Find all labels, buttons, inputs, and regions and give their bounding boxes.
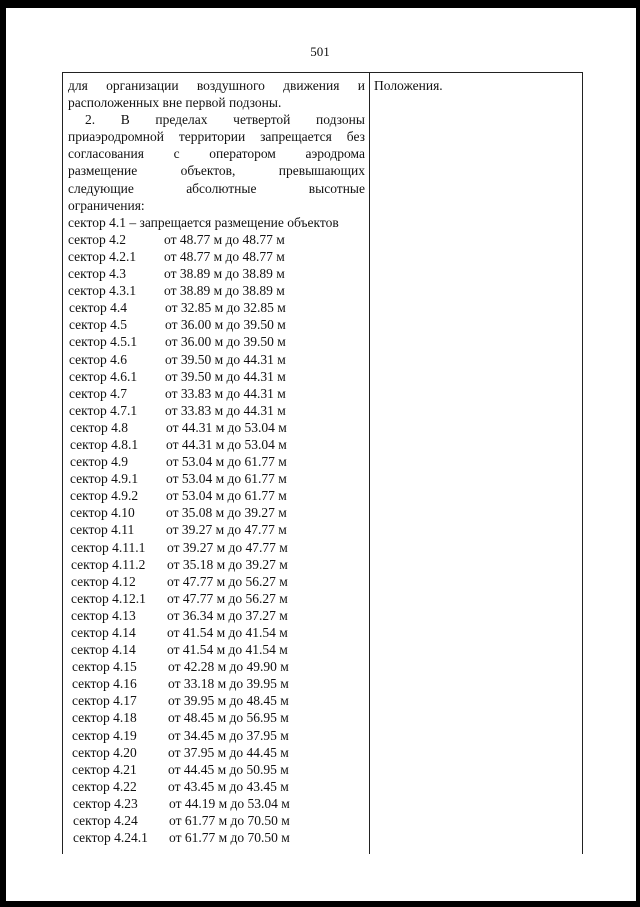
sector-name: сектор 4.9.2 <box>70 488 139 504</box>
sector-name: сектор 4.12.1 <box>71 590 146 606</box>
word: воздушного <box>196 78 265 93</box>
sector-name: сектор 4.3.1 <box>68 283 137 299</box>
word: 2. <box>85 112 96 128</box>
sector-row <box>68 641 365 658</box>
sector-height-range: от 38.89 м до 38.89 м <box>164 283 285 299</box>
sector-row <box>68 709 365 726</box>
sector-row <box>68 624 365 641</box>
sector-row <box>68 231 365 248</box>
sector-height-range: от 53.04 м до 61.77 м <box>166 471 287 487</box>
right-column <box>374 77 574 94</box>
word: организации <box>106 78 179 93</box>
left-column <box>68 77 365 846</box>
sector-name: сектор 4.7.1 <box>69 402 138 418</box>
sector-name: сектор 4.20 <box>72 744 137 760</box>
sector-height-range: от 39.50 м до 44.31 м <box>165 368 286 384</box>
sector-height-range: от 33.83 м до 44.31 м <box>165 385 286 401</box>
sector-height-range: от 35.18 м до 39.27 м <box>167 556 288 572</box>
paragraph-line <box>68 180 365 197</box>
word: размещение <box>68 163 138 179</box>
word: следующие <box>68 180 134 196</box>
sector-height-range: от 41.54 м до 41.54 м <box>167 625 288 640</box>
word: для <box>68 78 88 93</box>
sector-name: сектор 4.6 <box>69 351 128 367</box>
word: абсолютные <box>186 180 257 196</box>
word: запрещается <box>260 129 332 145</box>
word: высотные <box>308 180 365 196</box>
sector-row <box>68 299 365 316</box>
sector-height-range: от 43.45 м до 43.45 м <box>168 778 289 794</box>
sector-row <box>68 453 365 470</box>
sector-height-range: от 44.31 м до 53.04 м <box>166 419 287 435</box>
sector-height-range: от 33.83 м до 44.31 м <box>165 402 286 418</box>
sector-row <box>68 573 365 590</box>
sector-name: сектор 4.5.1 <box>69 334 138 350</box>
sector-name: сектор 4.11.1 <box>71 539 146 555</box>
word: превышающих <box>278 163 365 179</box>
sector-name: сектор 4.8.1 <box>70 436 139 452</box>
word: оператором <box>209 146 276 162</box>
sector-row <box>68 385 365 402</box>
sector-height-range: от 44.45 м до 50.95 м <box>168 761 289 777</box>
word: согласования <box>68 146 144 162</box>
sector-height-range: от 47.77 м до 56.27 м <box>167 590 288 606</box>
sector-row <box>68 556 365 573</box>
sector-height-range: от 38.89 м до 38.89 м <box>164 266 285 282</box>
scan-edge-left <box>0 0 6 907</box>
sector-row <box>68 590 365 607</box>
sector-name: сектор 4.11.2 <box>71 556 146 572</box>
sector-row <box>68 744 365 761</box>
sector-name: сектор 4.2 <box>68 231 127 247</box>
sector-height-range: от 61.77 м до 70.50 м <box>169 813 290 829</box>
paragraph-line <box>68 111 365 128</box>
sector-name: сектор 4.4 <box>69 300 128 316</box>
sector-name: сектор 4.21 <box>72 761 137 777</box>
sector-row <box>68 761 365 778</box>
sector-row <box>68 368 365 385</box>
sector-height-range: от 53.04 м до 61.77 м <box>166 488 287 504</box>
word: аэродрома <box>305 146 365 162</box>
sector-height-range: от 39.50 м до 44.31 м <box>165 351 286 367</box>
sector-height-range: от 53.04 м до 61.77 м <box>166 454 287 470</box>
sector-height-range: от 39.27 м до 47.77 м <box>167 539 288 555</box>
column-divider <box>369 73 370 854</box>
sector-name: сектор 4.18 <box>72 710 137 726</box>
sector-name: сектор 4.22 <box>72 778 137 794</box>
intro-line <box>68 77 365 94</box>
sector-row <box>68 351 365 368</box>
sector-name: сектор 4.14 <box>71 642 136 658</box>
sector-name: сектор 4.13 <box>71 607 136 623</box>
sector-row <box>68 795 365 812</box>
sector-name: сектор 4.12 <box>71 573 136 589</box>
sector-height-range: от 44.19 м до 53.04 м <box>169 795 290 811</box>
sector-height-range: от 44.31 м до 53.04 м <box>166 436 287 452</box>
sector-height-range: от 36.00 м до 39.50 м <box>165 334 286 350</box>
sector-row <box>68 607 365 624</box>
sector-row <box>68 333 365 350</box>
sector-row <box>68 265 365 282</box>
sector-name: сектор 4.15 <box>72 659 137 675</box>
sector-row <box>68 487 365 504</box>
scan-edge-right <box>636 0 640 907</box>
paragraph-line <box>68 197 365 214</box>
page-number: 501 <box>310 44 330 59</box>
sector-row <box>68 727 365 744</box>
sector-name: сектор 4.6.1 <box>69 368 138 384</box>
sector-height-range: от 41.54 м до 41.54 м <box>167 642 288 658</box>
sector-height-range: от 39.95 м до 48.45 м <box>168 693 289 709</box>
sector-height-range: от 36.34 м до 37.27 м <box>167 607 288 623</box>
sector-name: сектор 4.3 <box>68 266 127 282</box>
word: приаэродромной <box>68 129 164 145</box>
sector-height-range: от 32.85 м до 32.85 м <box>165 300 286 316</box>
sector-name: сектор 4.2.1 <box>68 248 137 264</box>
sector-name: сектор 4.5 <box>69 317 128 333</box>
sector-row <box>68 436 365 453</box>
word: расположенных вне первой подзоны. <box>68 95 282 111</box>
right-column-text: Положения. <box>374 78 443 93</box>
sector-height-range: от 34.45 м до 37.95 м <box>168 727 289 743</box>
sector-row <box>68 419 365 436</box>
sector-row <box>68 504 365 521</box>
sector-height-range: от 42.28 м до 49.90 м <box>168 659 289 675</box>
sector-row <box>68 282 365 299</box>
sector-height-range: от 48.77 м до 48.77 м <box>164 231 285 247</box>
word: четвертой <box>233 112 291 128</box>
sector-name: сектор 4.7 <box>69 385 128 401</box>
sector-name: сектор 4.16 <box>72 676 137 692</box>
word: без <box>346 129 365 145</box>
word: территории <box>178 129 246 145</box>
sector-name: сектор 4.9 <box>70 454 129 470</box>
sector-row <box>68 470 365 487</box>
word: с <box>173 146 180 162</box>
sector-name: сектор 4.24 <box>73 813 138 829</box>
sector-height-range: от 48.45 м до 56.95 м <box>168 710 289 726</box>
word: объектов, <box>180 163 236 179</box>
sector-name: сектор 4.9.1 <box>70 471 139 487</box>
sector-name: сектор 4.14 <box>71 625 136 640</box>
sector-name: сектор 4.10 <box>70 505 135 521</box>
word: пределах <box>155 112 208 128</box>
word: и <box>357 78 365 93</box>
sector-row <box>68 248 365 265</box>
word: В <box>120 112 130 128</box>
paragraph-line <box>68 145 365 162</box>
word: движения <box>283 78 340 93</box>
sector-height-range: от 61.77 м до 70.50 м <box>169 830 290 846</box>
sector-row <box>68 521 365 538</box>
sector-row <box>68 829 365 846</box>
sector-height-range: от 37.95 м до 44.45 м <box>168 744 289 760</box>
sector-name: сектор 4.11 <box>70 522 135 538</box>
sector-name: сектор 4.19 <box>72 727 137 743</box>
sector-row <box>68 692 365 709</box>
word: ограничения: <box>68 197 145 213</box>
sector-row <box>68 539 365 556</box>
sector-row <box>68 675 365 692</box>
sector-name: сектор 4.8 <box>70 419 129 435</box>
word: подзоны <box>316 112 365 128</box>
sector-height-range: от 47.77 м до 56.27 м <box>167 573 288 589</box>
scan-edge-top <box>0 0 640 8</box>
intro-line <box>68 94 365 111</box>
sector-name: сектор 4.23 <box>73 795 138 811</box>
paragraph-line <box>68 162 365 179</box>
sector-row <box>68 316 365 333</box>
sector-row <box>68 402 365 419</box>
sector-height-range: от 33.18 м до 39.95 м <box>168 676 289 692</box>
sector-4-1-line: сектор 4.1 – запрещается размещение объектов <box>68 214 339 230</box>
sector-row <box>68 658 365 675</box>
paragraph-line <box>68 128 365 145</box>
sector-height-range: от 35.08 м до 39.27 м <box>166 505 287 521</box>
sector-name: сектор 4.24.1 <box>73 830 148 846</box>
sector-height-range: от 36.00 м до 39.50 м <box>165 317 286 333</box>
sector-height-range: от 39.27 м до 47.77 м <box>166 522 287 538</box>
sector-name: сектор 4.17 <box>72 693 137 709</box>
sector-row <box>68 812 365 829</box>
document-table <box>62 72 583 854</box>
sector-row <box>68 778 365 795</box>
scan-edge-bottom <box>0 901 640 907</box>
sector-height-range: от 48.77 м до 48.77 м <box>164 248 285 264</box>
